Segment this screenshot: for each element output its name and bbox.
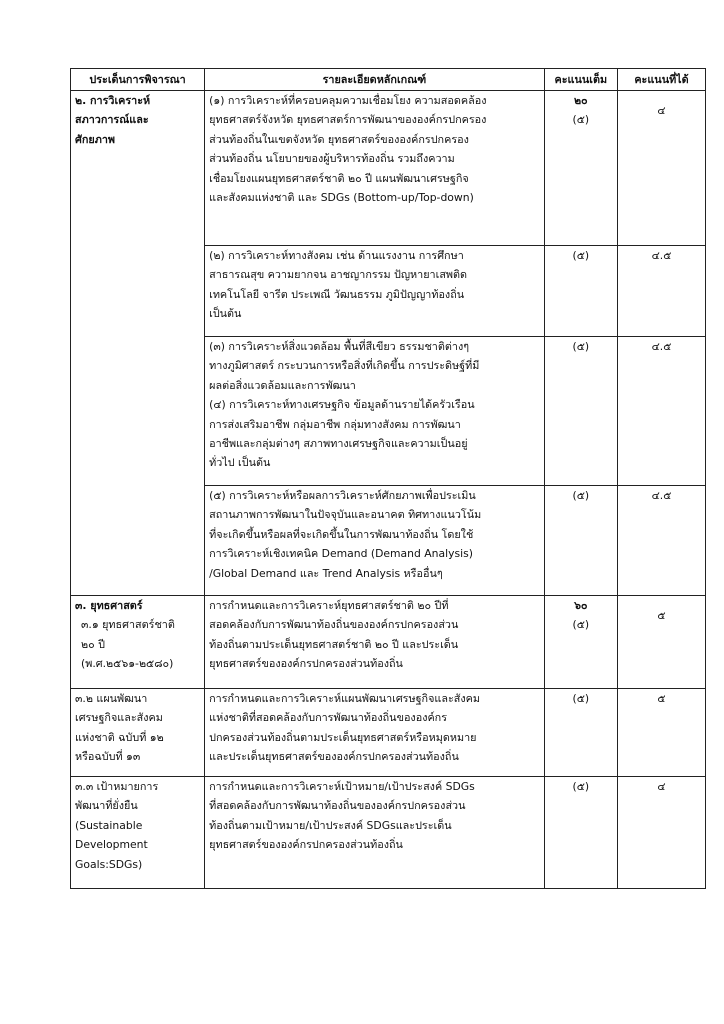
full-score-value: (๕) bbox=[572, 249, 590, 262]
topic-line: ๓.๑ ยุทธศาสตร์ชาติ bbox=[81, 618, 175, 632]
full-score-value: (๕) bbox=[572, 340, 590, 353]
full-score-value: (๕) bbox=[572, 692, 590, 705]
detail-line: สถานภาพการพัฒนาในปัจจุบันและอนาคต ทิศทางแนวโน้ม bbox=[209, 508, 482, 522]
topic-cell-national-plan bbox=[71, 689, 205, 777]
topic-cell-analysis bbox=[71, 91, 205, 596]
detail-line: ท้องถิ่นตามประเด็นยุทธศาสตร์ชาติ ๒๐ ปี และประเด็น bbox=[209, 637, 459, 651]
detail-line: ผลต่อสิ่งแวดล้อมและการพัฒนา bbox=[209, 378, 356, 392]
full-score-cell bbox=[544, 337, 617, 486]
detail-cell bbox=[205, 91, 545, 246]
topic-line: ๓.๓ เป้าหมายการ bbox=[75, 780, 159, 793]
detail-line: ที่สอดคล้องกับการพัฒนาท้องถิ่นขององค์กรปกครองส่วน bbox=[209, 799, 466, 813]
obtained-score-value: ๔ bbox=[657, 780, 666, 793]
table-row bbox=[71, 596, 706, 689]
detail-line: แห่งชาติที่สอดคล้องกับการพัฒนาท้องถิ่นขององค์กร bbox=[209, 711, 448, 725]
topic-line: Goals:SDGs) bbox=[75, 857, 143, 871]
obtained-score-cell bbox=[617, 486, 705, 596]
full-score-value: (๕) bbox=[572, 489, 590, 502]
detail-line: สอดคล้องกับการพัฒนาท้องถิ่นขององค์กรปกครองส่วน bbox=[209, 618, 459, 632]
detail-cell bbox=[205, 689, 545, 777]
full-score-cell bbox=[544, 91, 617, 246]
detail-line: เทคโนโลยี จารีต ประเพณี วัฒนธรรม ภูมิปัญญาท้องถิ่น bbox=[209, 287, 465, 301]
detail-line: ส่วนท้องถิ่นในเขตจังหวัด ยุทธศาสตร์ขององค์กรปกครอง bbox=[209, 132, 469, 146]
obtained-score-value: ๕ bbox=[657, 692, 666, 705]
full-score-value: (๕) bbox=[572, 618, 590, 632]
topic-line: หรือฉบับที่ ๑๓ bbox=[75, 750, 141, 764]
detail-line: อาชีพและกลุ่มต่างๆ สภาพทางเศรษฐกิจและความเป็นอยู่ bbox=[209, 437, 468, 451]
full-score-total: ๒๐ bbox=[573, 94, 588, 107]
topic-line: แห่งชาติ ฉบับที่ ๑๒ bbox=[75, 730, 164, 744]
obtained-score-cell bbox=[617, 91, 705, 246]
detail-cell bbox=[205, 596, 545, 689]
header-row bbox=[71, 69, 706, 91]
detail-line: (๒) การวิเคราะห์ทางสังคม เช่น ด้านแรงงาน การศึกษา bbox=[209, 249, 464, 262]
detail-line: ทั่วไป เป็นต้น bbox=[209, 456, 271, 470]
topic-line: ๓.๒ แผนพัฒนา bbox=[75, 692, 148, 705]
obtained-score-value: ๔.๕ bbox=[651, 340, 672, 353]
obtained-score-cell bbox=[617, 596, 705, 689]
obtained-score-cell bbox=[617, 689, 705, 777]
topic-line: ๒๐ ปี bbox=[81, 637, 105, 651]
detail-line: ท้องถิ่นตามเป้าหมาย/เป้าประสงค์ SDGsและประเด็น bbox=[209, 818, 452, 832]
obtained-score-value: ๕ bbox=[657, 609, 666, 622]
obtained-score-cell bbox=[617, 777, 705, 889]
full-score-cell bbox=[544, 777, 617, 889]
detail-cell bbox=[205, 337, 545, 486]
topic-line: พัฒนาที่ยั่งยืน bbox=[75, 799, 138, 813]
full-score-cell bbox=[544, 486, 617, 596]
header-full-score: คะแนนเต็ม bbox=[544, 69, 617, 91]
detail-line: เป็นต้น bbox=[209, 307, 242, 321]
full-score-cell bbox=[544, 689, 617, 777]
table-row bbox=[71, 777, 706, 889]
detail-cell bbox=[205, 777, 545, 889]
detail-line: (๓) การวิเคราะห์สิ่งแวดล้อม พื้นที่สีเขียว ธรรมชาติต่างๆ bbox=[209, 340, 470, 353]
detail-cell bbox=[205, 486, 545, 596]
detail-line: ยุทธศาสตร์ขององค์กรปกครองส่วนท้องถิ่น bbox=[209, 657, 403, 671]
detail-line: การกำหนดและการวิเคราะห์ยุทธศาสตร์ชาติ ๒๐ ปีที่ bbox=[209, 599, 449, 612]
detail-line: (๔) การวิเคราะห์ทางเศรษฐกิจ ข้อมูลด้านรายได้ครัวเรือน bbox=[209, 398, 475, 412]
detail-line: ยุทธศาสตร์ขององค์กรปกครองส่วนท้องถิ่น bbox=[209, 838, 403, 852]
detail-line: การกำหนดและการวิเคราะห์แผนพัฒนาเศรษฐกิจและสังคม bbox=[209, 692, 480, 705]
topic-line: ๒. การวิเคราะห์ bbox=[75, 94, 151, 107]
topic-line: เศรษฐกิจและสังคม bbox=[75, 711, 163, 725]
topic-line: ๓. ยุทธศาสตร์ bbox=[75, 599, 143, 612]
topic-line: ศักยภาพ bbox=[75, 132, 116, 146]
obtained-score-cell bbox=[617, 337, 705, 486]
full-score-cell bbox=[544, 596, 617, 689]
obtained-score-value: ๔.๕ bbox=[651, 249, 672, 262]
detail-line: และสังคมแห่งชาติ และ SDGs (Bottom-up/Top-down) bbox=[209, 191, 474, 205]
full-score-cell bbox=[544, 246, 617, 337]
detail-line: การกำหนดและการวิเคราะห์เป้าหมาย/เป้าประสงค์ SDGs bbox=[209, 780, 475, 793]
topic-line: Development bbox=[75, 838, 148, 852]
topic-line: สภาวการณ์และ bbox=[75, 113, 149, 127]
detail-line: (๕) การวิเคราะห์หรือผลการวิเคราะห์ศักยภาพเพื่อประเมิน bbox=[209, 489, 476, 502]
full-score-value: (๕) bbox=[572, 780, 590, 793]
detail-cell bbox=[205, 246, 545, 337]
header-detail: รายละเอียดหลักเกณฑ์ bbox=[205, 69, 545, 91]
detail-line: ทางภูมิศาสตร์ กระบวนการหรือสิ่งที่เกิดขึ้น การประดิษฐ์ที่มี bbox=[209, 359, 480, 373]
topic-cell-sdgs bbox=[71, 777, 205, 889]
criteria-table bbox=[70, 68, 706, 889]
detail-line: การวิเคราะห์เชิงเทคนิค Demand (Demand Analysis) bbox=[209, 547, 473, 561]
table-row bbox=[71, 91, 706, 246]
topic-line: (Sustainable bbox=[75, 818, 143, 832]
topic-line: (พ.ศ.๒๕๖๑-๒๕๘๐) bbox=[81, 657, 174, 671]
topic-cell-strategy bbox=[71, 596, 205, 689]
detail-line: ส่วนท้องถิ่น นโยบายของผู้บริหารท้องถิ่น รวมถึงความ bbox=[209, 152, 455, 166]
header-topic: ประเด็นการพิจารณา bbox=[71, 69, 205, 91]
detail-line: (๑) การวิเคราะห์ที่ครอบคลุมความเชื่อมโยง ความสอดคล้อง bbox=[209, 94, 487, 107]
obtained-score-value: ๔ bbox=[657, 104, 666, 117]
detail-line: เชื่อมโยงแผนยุทธศาสตร์ชาติ ๒๐ ปี แผนพัฒนาเศรษฐกิจ bbox=[209, 171, 469, 185]
full-score-value: (๕) bbox=[572, 113, 590, 127]
obtained-score-value: ๔.๕ bbox=[651, 489, 672, 502]
header-obtained-score: คะแนนที่ได้ bbox=[617, 69, 705, 91]
detail-line: ปกครองส่วนท้องถิ่นตามประเด็นยุทธศาสตร์หรือหมุดหมาย bbox=[209, 730, 477, 744]
detail-line: ที่จะเกิดขึ้นหรือผลที่จะเกิดขึ้นในการพัฒนาท้องถิ่น โดยใช้ bbox=[209, 527, 474, 541]
detail-line: การส่งเสริมอาชีพ กลุ่มอาชีพ กลุ่มทางสังคม การพัฒนา bbox=[209, 417, 461, 431]
detail-line: และประเด็นยุทธศาสตร์ขององค์กรปกครองส่วนท้องถิ่น bbox=[209, 750, 459, 764]
detail-line: /Global Demand และ Trend Analysis หรืออื่นๆ bbox=[209, 566, 443, 580]
obtained-score-cell bbox=[617, 246, 705, 337]
table-row bbox=[71, 689, 706, 777]
detail-line: ยุทธศาสตร์จังหวัด ยุทธศาสตร์การพัฒนาขององค์กรปกครอง bbox=[209, 113, 487, 127]
full-score-total: ๖๐ bbox=[574, 599, 588, 612]
detail-line: สาธารณสุข ความยากจน อาชญากรรม ปัญหายาเสพติด bbox=[209, 268, 468, 282]
